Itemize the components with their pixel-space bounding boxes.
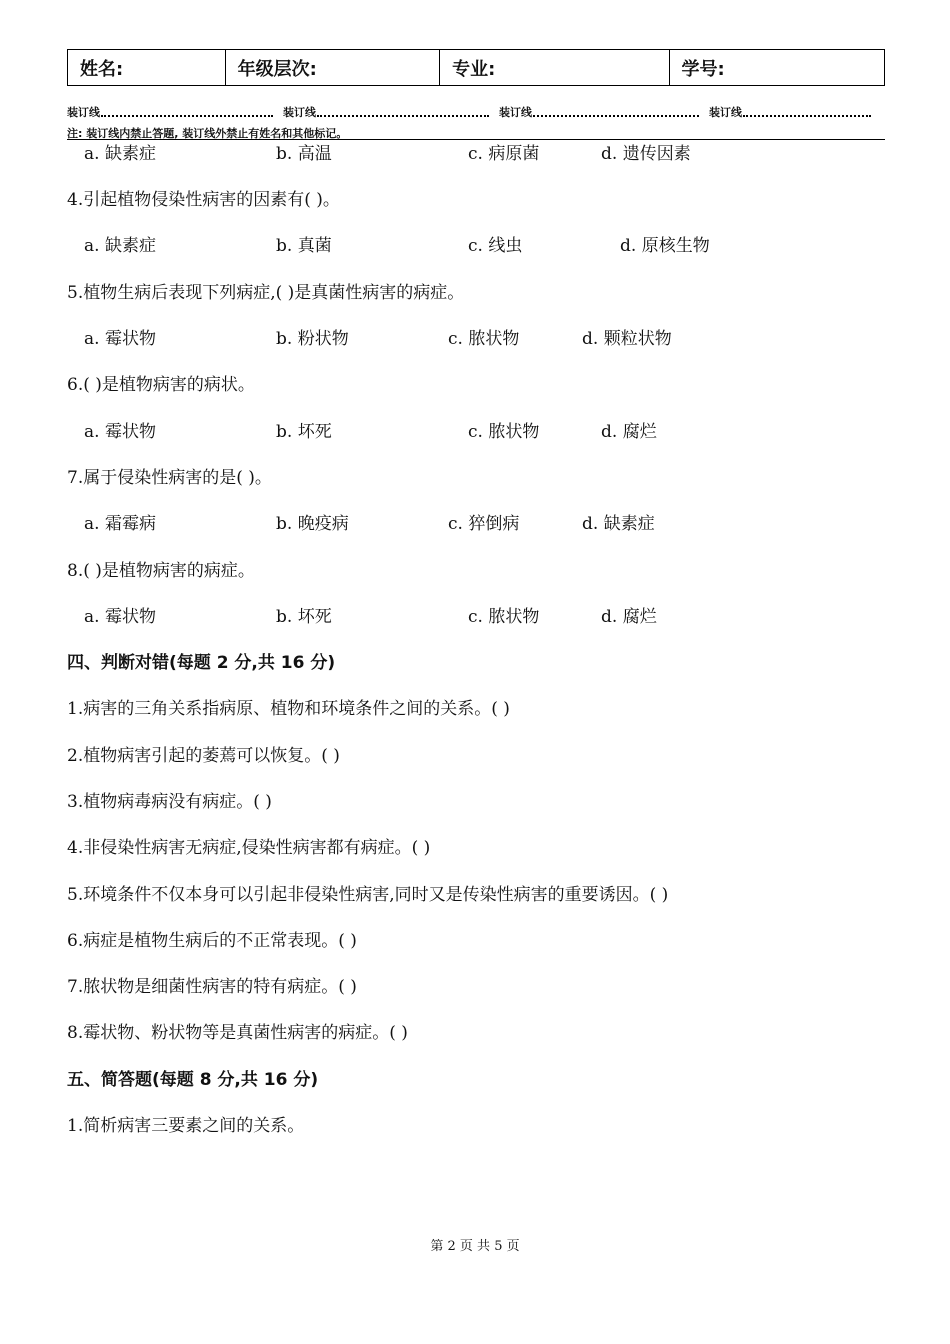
binding-label: 装订线 [283, 106, 316, 119]
q8-option-c: c. 脓状物 [468, 607, 540, 627]
section-5-title: 五、简答题(每题 8 分,共 16 分) [67, 1070, 319, 1090]
q5-option-c: c. 脓状物 [448, 329, 520, 349]
q4-option-b: b. 真菌 [276, 236, 332, 256]
question-4: 4.引起植物侵染性病害的因素有( )。 [67, 190, 340, 210]
section-4-title: 四、判断对错(每题 2 分,共 16 分) [67, 653, 336, 673]
short-answer-item-1: 1.简析病害三要素之间的关系。 [67, 1116, 305, 1136]
q8-option-b: b. 坏死 [276, 607, 332, 627]
q8-option-a: a. 霉状物 [84, 607, 156, 627]
q7-option-d: d. 缺素症 [582, 514, 655, 534]
judge-item-3: 3.植物病毒病没有病症。( ) [67, 792, 272, 812]
judge-item-4: 4.非侵染性病害无病症,侵染性病害都有病症。( ) [67, 838, 431, 858]
question-5: 5.植物生病后表现下列病症,( )是真菌性病害的病症。 [67, 283, 465, 303]
q4-option-a: a. 缺素症 [84, 236, 156, 256]
q5-option-d: d. 颗粒状物 [582, 329, 672, 349]
student-info-table [67, 49, 885, 86]
divider [67, 139, 885, 140]
q6-option-a: a. 霉状物 [84, 422, 156, 442]
q7-option-a: a. 霜霉病 [84, 514, 156, 534]
q3-option-c: c. 病原菌 [468, 144, 540, 164]
q3-option-d: d. 遗传因素 [601, 144, 691, 164]
grade-label: 年级层次: [237, 58, 317, 80]
name-label: 姓名: [80, 58, 124, 80]
binding-note: 注: 装订线内禁止答题, 装订线外禁止有姓名和其他标记。 [67, 127, 348, 140]
binding-label: 装订线 [709, 106, 742, 119]
student-id-cell[interactable] [670, 50, 884, 85]
judge-item-2: 2.植物病害引起的萎蔫可以恢复。( ) [67, 746, 340, 766]
q6-option-c: c. 脓状物 [468, 422, 540, 442]
page-number: 第 2 页 共 5 页 [430, 1239, 520, 1254]
judge-item-5: 5.环境条件不仅本身可以引起非侵染性病害,同时又是传染性病害的重要诱因。( ) [67, 885, 669, 905]
q7-option-b: b. 晚疫病 [276, 514, 349, 534]
q5-option-a: a. 霉状物 [84, 329, 156, 349]
binding-label: 装订线 [67, 106, 100, 119]
q7-option-c: c. 猝倒病 [448, 514, 520, 534]
q4-option-d: d. 原核生物 [620, 236, 710, 256]
judge-item-8: 8.霉状物、粉状物等是真菌性病害的病症。( ) [67, 1023, 408, 1043]
q4-option-c: c. 线虫 [468, 236, 523, 256]
student-id-label: 学号: [681, 58, 725, 80]
major-cell[interactable] [440, 50, 669, 85]
major-label: 专业: [452, 58, 496, 80]
judge-item-1: 1.病害的三角关系指病原、植物和环境条件之间的关系。( ) [67, 699, 510, 719]
q6-option-b: b. 坏死 [276, 422, 332, 442]
judge-item-7: 7.脓状物是细菌性病害的特有病症。( ) [67, 977, 357, 997]
q8-option-d: d. 腐烂 [601, 607, 657, 627]
q3-option-b: b. 高温 [276, 144, 332, 164]
binding-label: 装订线 [499, 106, 532, 119]
question-7: 7.属于侵染性病害的是( )。 [67, 468, 272, 488]
judge-item-6: 6.病症是植物生病后的不正常表现。( ) [67, 931, 357, 951]
name-cell[interactable] [68, 50, 226, 85]
grade-cell[interactable] [226, 50, 440, 85]
q3-option-a: a. 缺素症 [84, 144, 156, 164]
question-8: 8.( )是植物病害的病症。 [67, 561, 255, 581]
q6-option-d: d. 腐烂 [601, 422, 657, 442]
question-6: 6.( )是植物病害的病状。 [67, 375, 255, 395]
binding-line [67, 104, 885, 120]
q5-option-b: b. 粉状物 [276, 329, 349, 349]
